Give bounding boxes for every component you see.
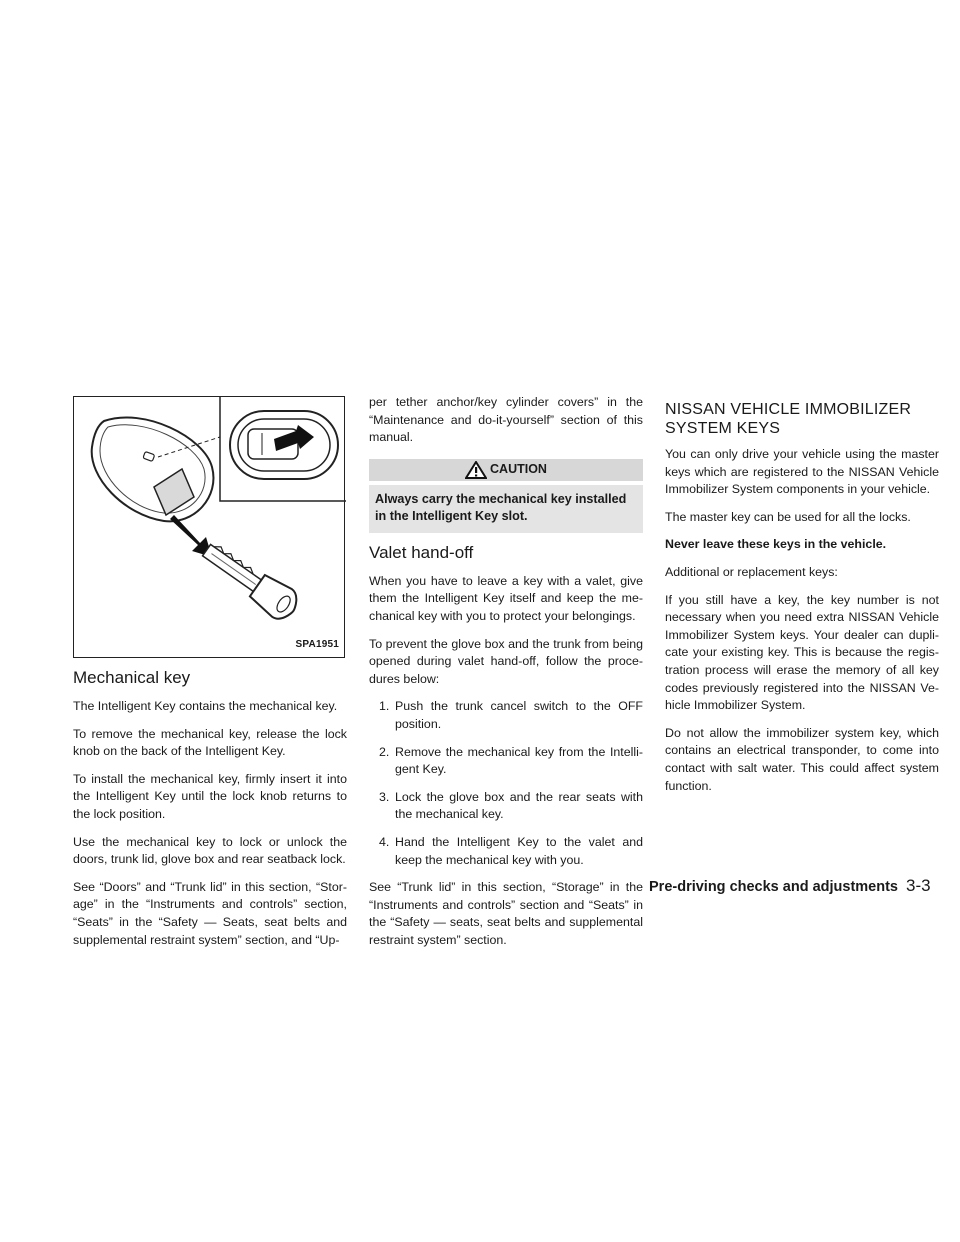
paragraph: To prevent the glove box and the trunk from being opened during valet hand-off, follow the proce- dures below: bbox=[369, 636, 643, 686]
paragraph: See “Doors” and “Trunk lid” in this section, “Stor- age” in the “Instruments and controls” section, “Seats” in the “Safety — Seats, seat belts and supplemental restraint system” section, and “Up- bbox=[73, 879, 347, 947]
list-item: 3. Lock the glove box and the rear seats with the mechanical key. bbox=[379, 789, 643, 822]
warning-triangle-icon bbox=[465, 461, 487, 479]
list-item: 2. Remove the mechanical key from the Intelli- gent Key. bbox=[379, 744, 643, 777]
column-2 bbox=[369, 394, 643, 959]
warning-text: Never leave these keys in the vehicle. bbox=[665, 537, 887, 552]
caution-label: CAUTION bbox=[490, 461, 547, 476]
paragraph: Do not allow the immobilizer system key, which contains an electrical transponder, to come into contact with salt water. This could affect system function. bbox=[665, 725, 939, 793]
paragraph: To install the mechanical key, firmly insert it into the Intelligent Key until the lock knob returns to the lock position. bbox=[73, 771, 347, 821]
mechanical-key-diagram bbox=[74, 397, 346, 659]
paragraph: per tether anchor/key cylinder covers” in the “Maintenance and do-it-yourself” section of this manual. bbox=[369, 395, 643, 445]
paragraph: The master key can be used for all the locks. bbox=[665, 509, 911, 524]
list-item: 1. Push the trunk cancel switch to the OFF position. bbox=[379, 699, 643, 731]
column-1 bbox=[73, 396, 347, 959]
figure-label: SPA1951 bbox=[295, 639, 339, 651]
paragraph: Use the mechanical key to lock or unlock the doors, trunk lid, glove box and rear seatback lock. bbox=[73, 834, 347, 867]
column-3 bbox=[665, 400, 939, 805]
caution-text: Always carry the mechanical key installed in the Intelligent Key slot. bbox=[369, 485, 643, 533]
heading-mechanical-key: Mechanical key bbox=[73, 668, 191, 687]
heading-immobilizer-keys: NISSAN VEHICLE IMMOBILIZER SYSTEM KEYS bbox=[665, 401, 912, 437]
paragraph: To remove the mechanical key, release the lock knob on the back of the Intelligent Key. bbox=[73, 726, 347, 759]
page-number: 3-3 bbox=[906, 876, 931, 895]
paragraph: You can only drive your vehicle using the master keys which are registered to the NISSAN Vehicle Immobilizer System components in your vehicle. bbox=[665, 447, 939, 497]
page-footer bbox=[649, 876, 931, 896]
paragraph: See “Trunk lid” in this section, “Storage” in the “Instruments and controls” section and “Seats” in the “Safety — seats, seat belts and supplemental restraint system” section. bbox=[369, 880, 643, 947]
paragraph: Additional or replacement keys: bbox=[665, 564, 838, 579]
paragraph: When you have to leave a key with a valet, give them the Intelligent Key itself and keep the me- chanical key with you to protect your belongings. bbox=[369, 573, 643, 623]
paragraph: If you still have a key, the key number is not necessary when you need extra NISSAN Vehicle Immobilizer System keys. Your dealer can dupli- cate your existing key. This is because the regis- tration process will erase the memory of all key codes previously registered into the NISSAN Ve- hicle Immobilizer System. bbox=[665, 592, 939, 713]
caution-header bbox=[369, 459, 643, 481]
heading-valet-hand-off: Valet hand-off bbox=[369, 542, 474, 562]
paragraph: The Intelligent Key contains the mechanical key. bbox=[73, 699, 338, 713]
valet-steps-list bbox=[369, 698, 643, 869]
section-title: Pre-driving checks and adjustments bbox=[649, 879, 898, 895]
list-item: 4. Hand the Intelligent Key to the valet and keep the mechanical key with you. bbox=[379, 834, 643, 867]
key-illustration bbox=[73, 396, 345, 658]
